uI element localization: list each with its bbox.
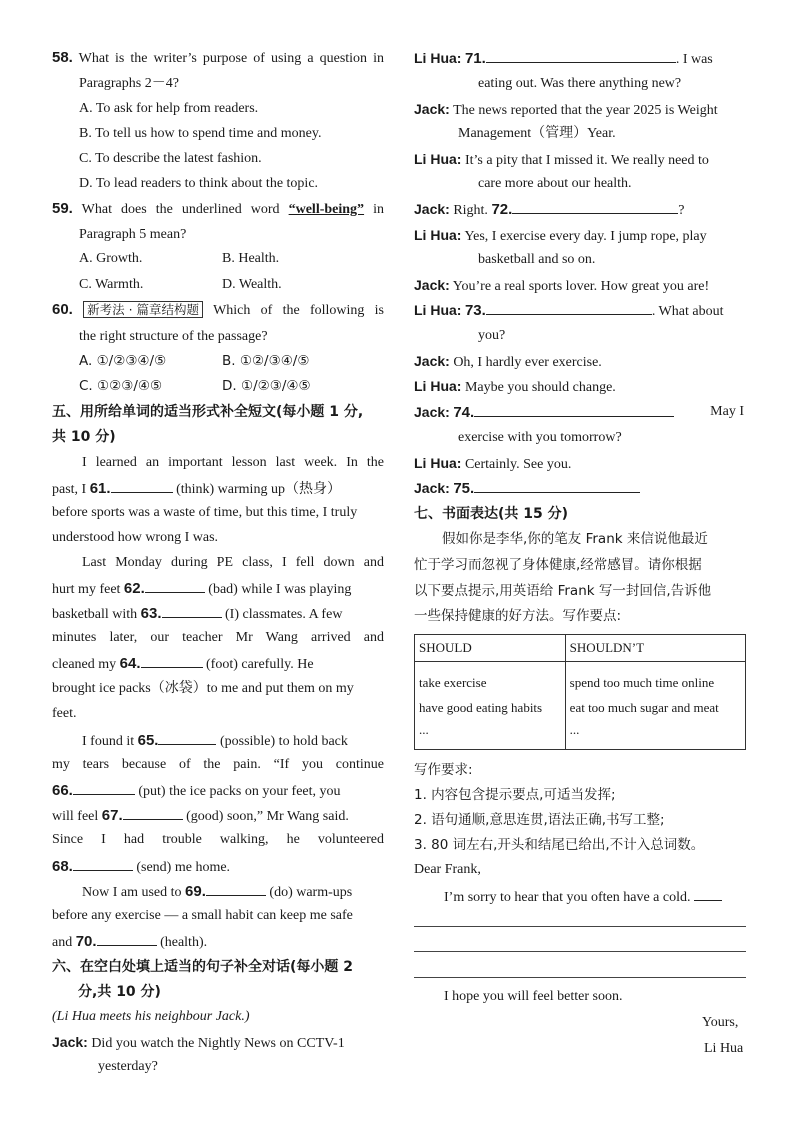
should-item: have good eating habits (419, 700, 543, 715)
dialogue-scene: (Li Hua meets his neighbour Jack.) (52, 1009, 250, 1024)
blank-62[interactable] (145, 579, 205, 593)
q59-option-d[interactable]: D. Wealth. (222, 277, 282, 292)
dialogue-line: Jack: The news reported that the year 2025 is Weight (414, 101, 718, 118)
q59-stem-cont: Paragraph 5 mean? (79, 227, 187, 242)
q60-number: 60. (52, 301, 73, 318)
letter-signature: Li Hua (704, 1041, 744, 1056)
passage-line: Since I had trouble walking, he volunteered (52, 832, 384, 847)
question-type-tag: 新考法 · 篇章结构题 (83, 301, 203, 318)
q59-option-a[interactable]: A. Growth. (79, 251, 143, 266)
dialogue-line-cont: eating out. Was there anything new? (478, 76, 682, 91)
q59-stem: 59. What does the underlined word “well-being” in (52, 200, 384, 217)
shouldnt-cell (565, 662, 745, 750)
passage-line: 66. (put) the ice packs on your feet, you (52, 782, 341, 799)
writing-blank-start[interactable] (694, 887, 722, 901)
q60-option-b[interactable]: B. ①②/③④/⑤ (222, 353, 310, 369)
dialogue-line-cont: yesterday? (98, 1059, 158, 1074)
q59-option-b[interactable]: B. Health. (222, 251, 280, 266)
dialogue-line: Jack: 75. (414, 479, 640, 499)
passage-line: I learned an important lesson last week. In the (82, 455, 384, 470)
passage-line: Now I am used to 69. (do) warm-ups (82, 883, 353, 900)
dialogue-line: Jack: You’re a real sports lover. How great you are! (414, 277, 710, 294)
dialogue-line-cont: exercise with you tomorrow? (458, 430, 622, 445)
dialogue-line: Jack: Oh, I hardly ever exercise. (414, 353, 602, 370)
dialogue-line-cont: you? (478, 328, 506, 343)
passage-line: past, I 61. (think) warming up（热身） (52, 480, 341, 497)
blank-67[interactable] (123, 806, 183, 820)
task-paragraph: 一些保持健康的好方法。写作要点: (414, 608, 622, 624)
speaker-jack: Jack: (52, 1034, 88, 1050)
q60-stem-cont: the right structure of the passage? (79, 329, 268, 344)
shouldnt-item: eat too much sugar and meat (569, 700, 719, 715)
letter-signoff: Yours, (702, 1015, 739, 1030)
requirement-item: 2. 语句通顺,意思连贯,语法正确,书写工整; (414, 812, 665, 828)
writing-line[interactable] (414, 977, 746, 978)
dialogue-line: Li Hua: 73. . What about (414, 302, 724, 319)
q58-stem-cont: Paragraphs 2－4? (79, 76, 179, 91)
dialogue-line: Jack: 74. May I (414, 404, 744, 421)
blank-71[interactable] (486, 49, 676, 63)
dialogue-line-cont: care more about our health. (478, 176, 632, 191)
letter-closing: I hope you will feel better soon. (444, 989, 623, 1004)
blank-75[interactable] (474, 479, 640, 493)
writing-points-table (414, 634, 746, 750)
dialogue-line-cont: basketball and so on. (478, 252, 596, 267)
q60-option-c[interactable]: C. ①②③/④⑤ (79, 378, 163, 394)
task-paragraph: 以下要点提示,用英语给 Frank 写一封回信,告诉他 (414, 583, 712, 599)
q60-stem: 60. 新考法 · 篇章结构题 Which of the following is (52, 301, 384, 318)
q60-option-a[interactable]: A. ①/②③④/⑤ (79, 353, 167, 369)
passage-line: understood how wrong I was. (52, 530, 219, 545)
requirement-item: 1. 内容包含提示要点,可适当发挥; (414, 787, 616, 803)
passage-line: before sports was a waste of time, but this time, I truly (52, 505, 358, 520)
q58-option-a[interactable]: A. To ask for help from readers. (79, 101, 259, 116)
blank-64[interactable] (141, 654, 203, 668)
letter-opening: I’m sorry to hear that you often have a cold. (444, 887, 722, 907)
passage-line: Last Monday during PE class, I fell down and (82, 555, 384, 570)
section7-title: 七、书面表达(共 15 分) (414, 506, 569, 522)
q58-number: 58. (52, 49, 73, 66)
passage-line: before any exercise — a small habit can keep me safe (52, 908, 353, 923)
passage-line: and 70. (health). (52, 933, 208, 950)
task-paragraph: 忙于学习而忽视了身体健康,经常感冒。请你根据 (414, 557, 702, 573)
task-paragraph: 假如你是李华,你的笔友 Frank 来信说他最近 (442, 531, 708, 547)
blank-69[interactable] (206, 882, 266, 896)
q58-option-b[interactable]: B. To tell us how to spend time and money. (79, 126, 322, 141)
requirements-title: 写作要求: (414, 762, 473, 778)
q59-option-c[interactable]: C. Warmth. (79, 277, 144, 292)
dialogue-line: Li Hua: It’s a pity that I missed it. We really need to (414, 151, 709, 168)
passage-line: minutes later, our teacher Mr Wang arrived and (52, 630, 384, 645)
passage-line: will feel 67. (good) soon,” Mr Wang said. (52, 807, 349, 824)
dialogue-line: Li Hua: 71. . I was (414, 50, 713, 67)
blank-68[interactable] (73, 857, 133, 871)
dialogue-line: Li Hua: Certainly. See you. (414, 455, 572, 472)
should-item: take exercise (419, 675, 487, 690)
section6-title: 六、在空白处填上适当的句子补全对话(每小题 2 (52, 959, 354, 975)
dialogue-line: Jack: Right. 72. ? (414, 201, 685, 218)
writing-line[interactable] (414, 926, 746, 927)
passage-line: cleaned my 64. (foot) carefully. He (52, 655, 314, 672)
section6-title-cont: 分,共 10 分) (78, 984, 161, 1000)
blank-65[interactable] (158, 731, 216, 745)
dialogue-line: Li Hua: Maybe you should change. (414, 378, 616, 395)
dialogue-line: Li Hua: Yes, I exercise every day. I jump rope, play (414, 227, 707, 244)
blank-74[interactable] (474, 403, 674, 417)
passage-line: my tears because of the pain. “If you continue (52, 757, 384, 772)
passage-line: feet. (52, 706, 77, 721)
dialogue-line-cont: Management（管理）Year. (458, 126, 616, 141)
blank-66[interactable] (73, 781, 135, 795)
underlined-word: “well-being” (288, 202, 365, 217)
requirement-item: 3. 80 词左右,开头和结尾已给出,不计入总词数。 (414, 837, 705, 853)
writing-line[interactable] (414, 951, 746, 952)
table-header-should: SHOULD (415, 635, 566, 662)
should-cell (415, 662, 566, 750)
passage-line: 68. (send) me home. (52, 858, 231, 875)
q58-option-d[interactable]: D. To lead readers to think about the topic. (79, 176, 319, 191)
section5-title-cont: 共 10 分) (52, 429, 116, 445)
q58-stem: 58. What is the writer’s purpose of using a question in (52, 49, 384, 66)
dialogue-line: Jack: Did you watch the Nightly News on CCTV-1 (52, 1034, 345, 1051)
letter-salutation: Dear Frank, (414, 862, 481, 877)
table-header-shouldnt: SHOULDN’T (565, 635, 745, 662)
blank-61[interactable] (111, 479, 173, 493)
q60-option-d[interactable]: D. ①/②③/④⑤ (222, 378, 311, 394)
passage-line: brought ice packs（冰袋）to me and put them on my (52, 681, 354, 696)
shouldnt-item: ... (569, 722, 580, 737)
q58-option-c[interactable]: C. To describe the latest fashion. (79, 151, 262, 166)
passage-line: I found it 65. (possible) to hold back (82, 732, 348, 749)
blank-63[interactable] (162, 604, 222, 618)
blank-73[interactable] (486, 301, 652, 315)
q59-number: 59. (52, 200, 73, 217)
blank-70[interactable] (97, 932, 157, 946)
passage-line: basketball with 63. (I) classmates. A few (52, 605, 343, 622)
passage-line: hurt my feet 62. (bad) while I was playing (52, 580, 352, 597)
shouldnt-item: spend too much time online (569, 675, 715, 690)
blank-72[interactable] (512, 200, 678, 214)
section5-title: 五、用所给单词的适当形式补全短文(每小题 1 分, (52, 404, 364, 420)
should-item: ... (419, 722, 429, 737)
